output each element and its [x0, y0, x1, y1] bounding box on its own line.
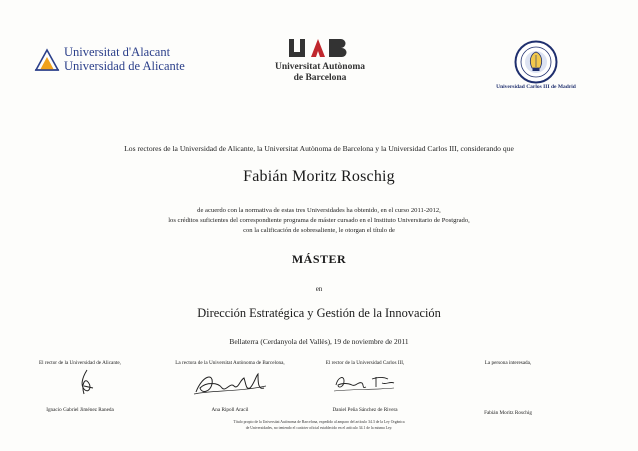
degree-title: MÁSTER	[291, 252, 347, 266]
footnote-line-1: Título propio de la Universitat Autònoma de Barcelona, expedido al amparo del artículo 34.3 de la Ley Orgánica	[233, 420, 405, 424]
signatory-name-uab: Ana Ripoll Aracil	[211, 407, 249, 413]
uab-name-line2: de Barcelona	[293, 73, 347, 83]
uab-logo	[255, 37, 385, 97]
universidad-alicante-logo	[34, 44, 184, 76]
degree-connector: en	[315, 285, 323, 293]
signature-uc3m	[332, 371, 402, 395]
intro-text: Los rectores de la Universidad de Alicante, la Universitat Autònoma de Barcelona y la Universidad Carlos III, considerando que	[124, 144, 514, 153]
signatory-role-uc3m: El rector de la Universidad Carlos III,	[325, 360, 405, 366]
body-line-1: de acuerdo con la normativa de estas tres Universidades ha obtenido, en el curso 2011-2012,	[197, 207, 441, 214]
ua-name-valencian: Universitat d'Alacant	[64, 45, 171, 59]
uc3m-logo	[486, 40, 586, 96]
place-date: Bellaterra (Cerdanyola del Vallès), 19 de noviembre de 2011	[229, 337, 409, 346]
footnote-line-2: de Universidades, no teniendo el carácter oficial establecido en el artículo 34.1 de la misma Ley.	[245, 426, 393, 430]
recipient-name: Fabián Moritz Roschig	[243, 168, 395, 185]
signatory-name-recipient: Fabián Moritz Roschig	[484, 410, 532, 416]
alicante-emblem-icon	[34, 46, 60, 72]
signatory-name-alicante: Ignacio Gabriel Jiménez Raneda	[46, 407, 114, 413]
signature-uab	[192, 366, 272, 400]
signatory-role-uab: La rectora de la Universitat Autònoma de Barcelona,	[175, 360, 285, 366]
signatory-name-uc3m: Daniel Peña Sánchez de Rivera	[332, 407, 398, 413]
uab-name-line1: Universitat Autònoma	[275, 62, 365, 72]
signatory-role-recipient: La persona interesada,	[484, 360, 532, 366]
program-name: Dirección Estratégica y Gestión de la Innovación	[197, 306, 441, 320]
ua-name-spanish: Universidad de Alicante	[64, 59, 185, 73]
signature-alicante	[76, 368, 98, 398]
signatory-role-alicante: El rector de la Universidad de Alicante,	[39, 360, 121, 366]
body-line-2: los créditos suficientes del correspondiente programa de máster cursado en el Instituto Universitario de Postgrado,	[168, 217, 470, 224]
body-line-3: con la calificación de sobresaliente, le otorgan el título de	[243, 227, 395, 234]
uab-wordmark-icon	[287, 37, 351, 59]
uc3m-caption: Universidad Carlos III de Madrid	[496, 84, 576, 90]
uc3m-seal-icon	[514, 40, 558, 84]
